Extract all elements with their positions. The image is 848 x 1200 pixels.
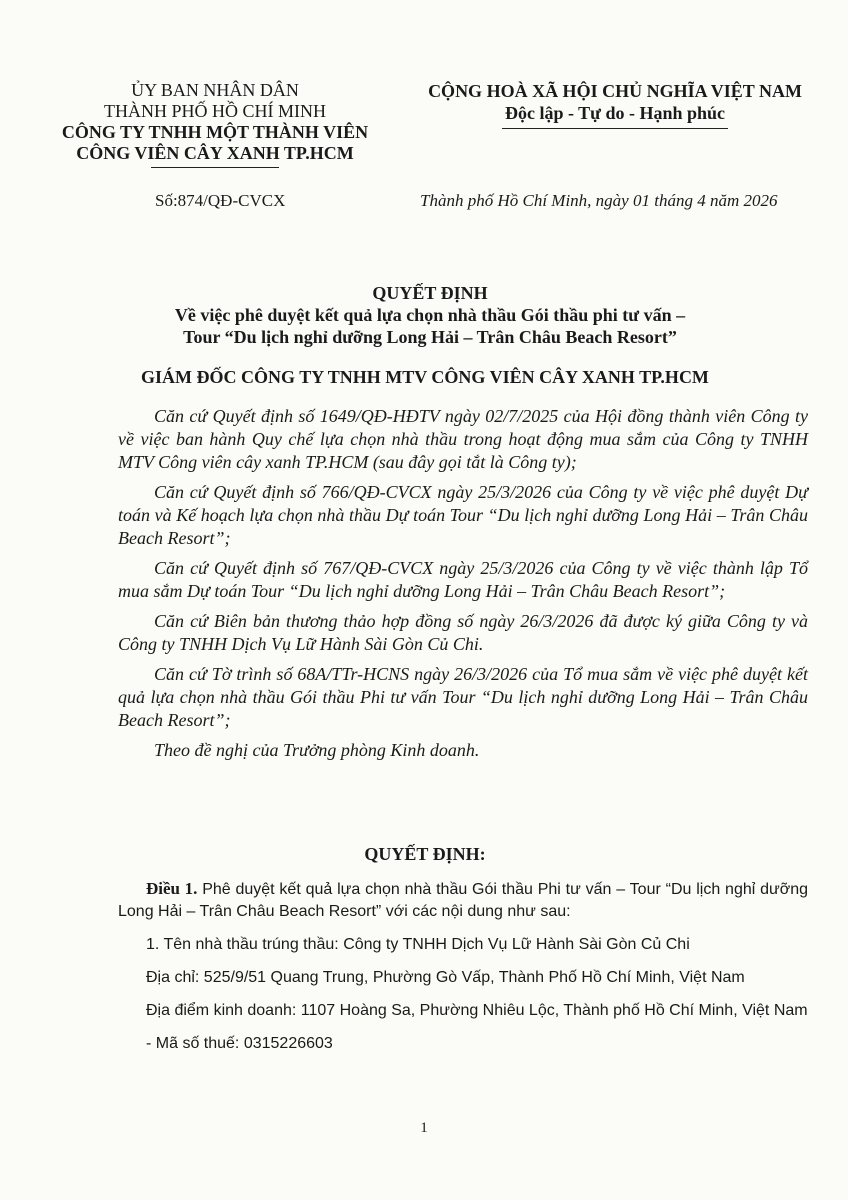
motto: Độc lập - Tự do - Hạnh phúc (504, 103, 726, 123)
title-sub-1: Về việc phê duyệt kết quả lựa chọn nhà thầu Gói thầu phi tư vấn – (174, 305, 686, 325)
business-location: Địa điểm kinh doanh: 1107 Hoàng Sa, Phường Nhiêu Lộc, Thành phố Hồ Chí Minh, Việt Nam (146, 1002, 808, 1019)
legal-basis-item: Căn cứ Quyết định số 766/QĐ-CVCX ngày 25/3/2026 của Công ty về việc phê duyệt Dự toán và Kế hoạch lựa chọn nhà thầu Dự toán Tour “Du lịch nghỉ dưỡng Long Hải – Trân Châu Beach Resort”; (118, 482, 808, 548)
winning-bidder: 1. Tên nhà thầu trúng thầu: Công ty TNHH Dịch Vụ Lữ Hành Sài Gòn Củ Chi (146, 936, 690, 953)
legal-basis-item: Căn cứ Tờ trình số 68A/TTr-HCNS ngày 26/3/2026 của Tổ mua sắm về việc phê duyệt kết quả lựa chọn nhà thầu Gói thầu Phi tư vấn Tour “Du lịch nghỉ dưỡng Long Hải – Trân Châu Beach Resort”; (118, 664, 808, 730)
authority-heading: GIÁM ĐỐC CÔNG TY TNHH MTV CÔNG VIÊN CÂY XANH TP.HCM (141, 367, 709, 387)
title-main: QUYẾT ĐỊNH (372, 283, 488, 303)
page-number: 1 (420, 1120, 428, 1136)
motto-underline (502, 128, 728, 129)
article-1-label: Điều 1. (146, 879, 198, 898)
title-sub-2: Tour “Du lịch nghỉ dưỡng Long Hải – Trân Châu Beach Resort” (183, 327, 677, 347)
issuer-line-1: ỦY BAN NHÂN DÂN (131, 80, 299, 100)
issuer-block (60, 80, 370, 168)
document-number: Số:874/QĐ-CVCX (155, 191, 286, 210)
document-date: Thành phố Hồ Chí Minh, ngày 01 tháng 4 năm 2026 (420, 191, 778, 210)
national-motto-block (400, 80, 830, 129)
article-1 (118, 878, 808, 923)
tax-code: - Mã số thuế: 0315226603 (146, 1035, 333, 1052)
country-name: CỘNG HOÀ XÃ HỘI CHỦ NGHĨA VIỆT NAM (428, 81, 802, 101)
legal-basis-item: Theo đề nghị của Trưởng phòng Kinh doanh. (154, 740, 480, 760)
decision-heading: QUYẾT ĐỊNH: (364, 844, 486, 864)
decision-body (118, 878, 808, 1066)
legal-basis-item: Căn cứ Quyết định số 767/QĐ-CVCX ngày 25/3/2026 của Công ty về việc thành lập Tổ mua sắm Dự toán Tour “Du lịch nghỉ dưỡng Long Hải – Trân Châu Beach Resort”; (118, 558, 808, 601)
issuer-line-4: CÔNG VIÊN CÂY XANH TP.HCM (76, 143, 354, 163)
issuer-line-2: THÀNH PHỐ HỒ CHÍ MINH (104, 101, 326, 121)
document-title (80, 282, 780, 348)
issuer-underline (151, 167, 279, 168)
article-1-text: Phê duyệt kết quả lựa chọn nhà thầu Gói thầu Phi tư vấn – Tour “Du lịch nghỉ dưỡng Long Hải – Trân Châu Beach Resort” với các nội dung như sau: (118, 881, 809, 920)
bidder-address: Địa chỉ: 525/9/51 Quang Trung, Phường Gò Vấp, Thành Phố Hồ Chí Minh, Việt Nam (146, 969, 745, 986)
legal-basis-item: Căn cứ Biên bản thương thảo hợp đồng số ngày 26/3/2026 đã được ký giữa Công ty và Công ty TNHH Dịch Vụ Lữ Hành Sài Gòn Củ Chi. (118, 611, 808, 654)
issuer-line-3: CÔNG TY TNHH MỘT THÀNH VIÊN (61, 122, 369, 142)
legal-basis-item: Căn cứ Quyết định số 1649/QĐ-HĐTV ngày 02/7/2025 của Hội đồng thành viên Công ty về việc ban hành Quy chế lựa chọn nhà thầu trong hoạt động mua sắm của Công ty TNHH MTV Công viên cây xanh TP.HCM (sau đây gọi tắt là Công ty); (118, 406, 808, 472)
legal-basis (118, 405, 808, 769)
